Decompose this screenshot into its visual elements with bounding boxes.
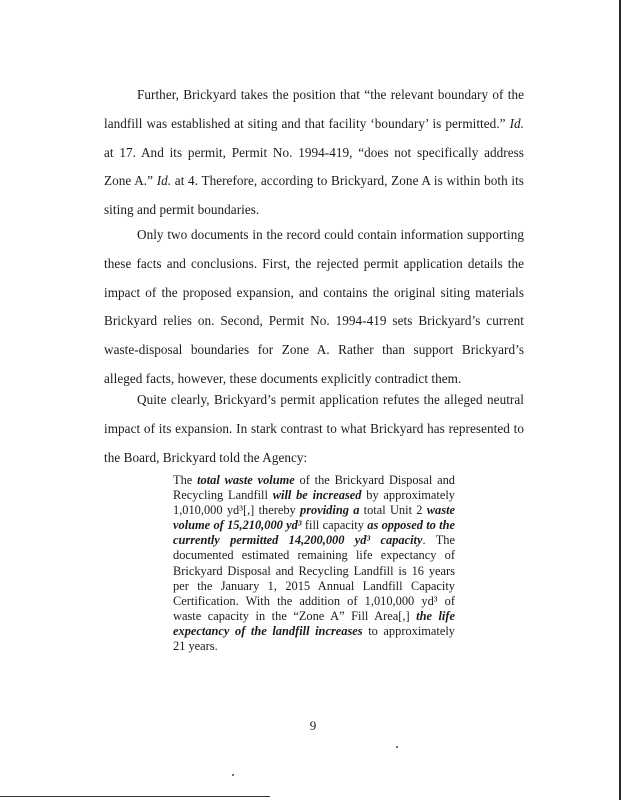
scan-speck	[396, 746, 398, 748]
quote-emphasis: will be increased	[272, 488, 362, 503]
quote-text: fill capacity	[301, 518, 368, 533]
quote-emphasis: as opposed to the currently permitted 14,200,000 yd³ capacity	[173, 518, 455, 548]
quote-text: of the Brickyard Disposal and Recycling Landfill	[173, 473, 455, 503]
quote-emphasis: total waste volume	[197, 473, 295, 487]
paragraph-record-documents: Only two documents in the record could contain information supporting these facts and conclusions. First, the rejected permit application details the impact of the proposed expansion, and contains the original siting materials Brickyard relies on. Second, Permit No. 1994-419 sets Brickyard’s current waste-disposal boundaries for Zone A. Rather than support Brickyard’s alleged facts, however, these documents explicitly contradict them.	[104, 227, 524, 386]
quote-emphasis: providing a	[300, 503, 360, 518]
text-run: at 4. Therefore, according to Brickyard, Zone A is within both its siting and permit boundaries.	[104, 173, 524, 218]
quote-text: total Unit 2	[359, 503, 427, 518]
paragraph-permit-application: Quite clearly, Brickyard’s permit application refutes the alleged neutral impact of its expansion. In stark contrast to what Brickyard has represented to the Board, Brickyard told the Agency:	[104, 392, 524, 465]
quote-text: by approximately 1,010,000 yd³[,] thereby	[173, 488, 456, 518]
quote-text: to approximately 21 years.	[173, 623, 455, 654]
quote-emphasis: waste volume of 15,210,000 yd³	[173, 503, 456, 533]
quote-text: . The documented estimated remaining life expectancy of Brickyard Disposal and Recycling Landfill is 16 years per the January 1, 2015 Annual Landfill Capacity Certification. With the addition of 1,010,000 yd³ of waste capacity in the “Zone A” Fill Area[,]	[173, 533, 455, 623]
quote-emphasis: the life expectancy of the landfill increases	[173, 608, 455, 638]
citation-id: Id.	[509, 115, 524, 131]
paragraph-boundary-position	[104, 81, 524, 225]
text-run: Further, Brickyard takes the position that “the relevant boundary of the landfill was established at siting and that facility ‘boundary’ is permitted.”	[104, 87, 524, 131]
quote-text: The	[173, 473, 198, 487]
scan-speck	[232, 774, 234, 776]
citation-id: Id.	[156, 173, 172, 189]
block-quote	[173, 473, 455, 654]
text-run: at 17. And its permit, Permit No. 1994-419, “does not specifically address Zone A.”	[104, 144, 524, 189]
scan-edge-line	[619, 0, 621, 800]
page-number: 9	[309, 718, 317, 733]
footer-rule	[0, 796, 270, 797]
